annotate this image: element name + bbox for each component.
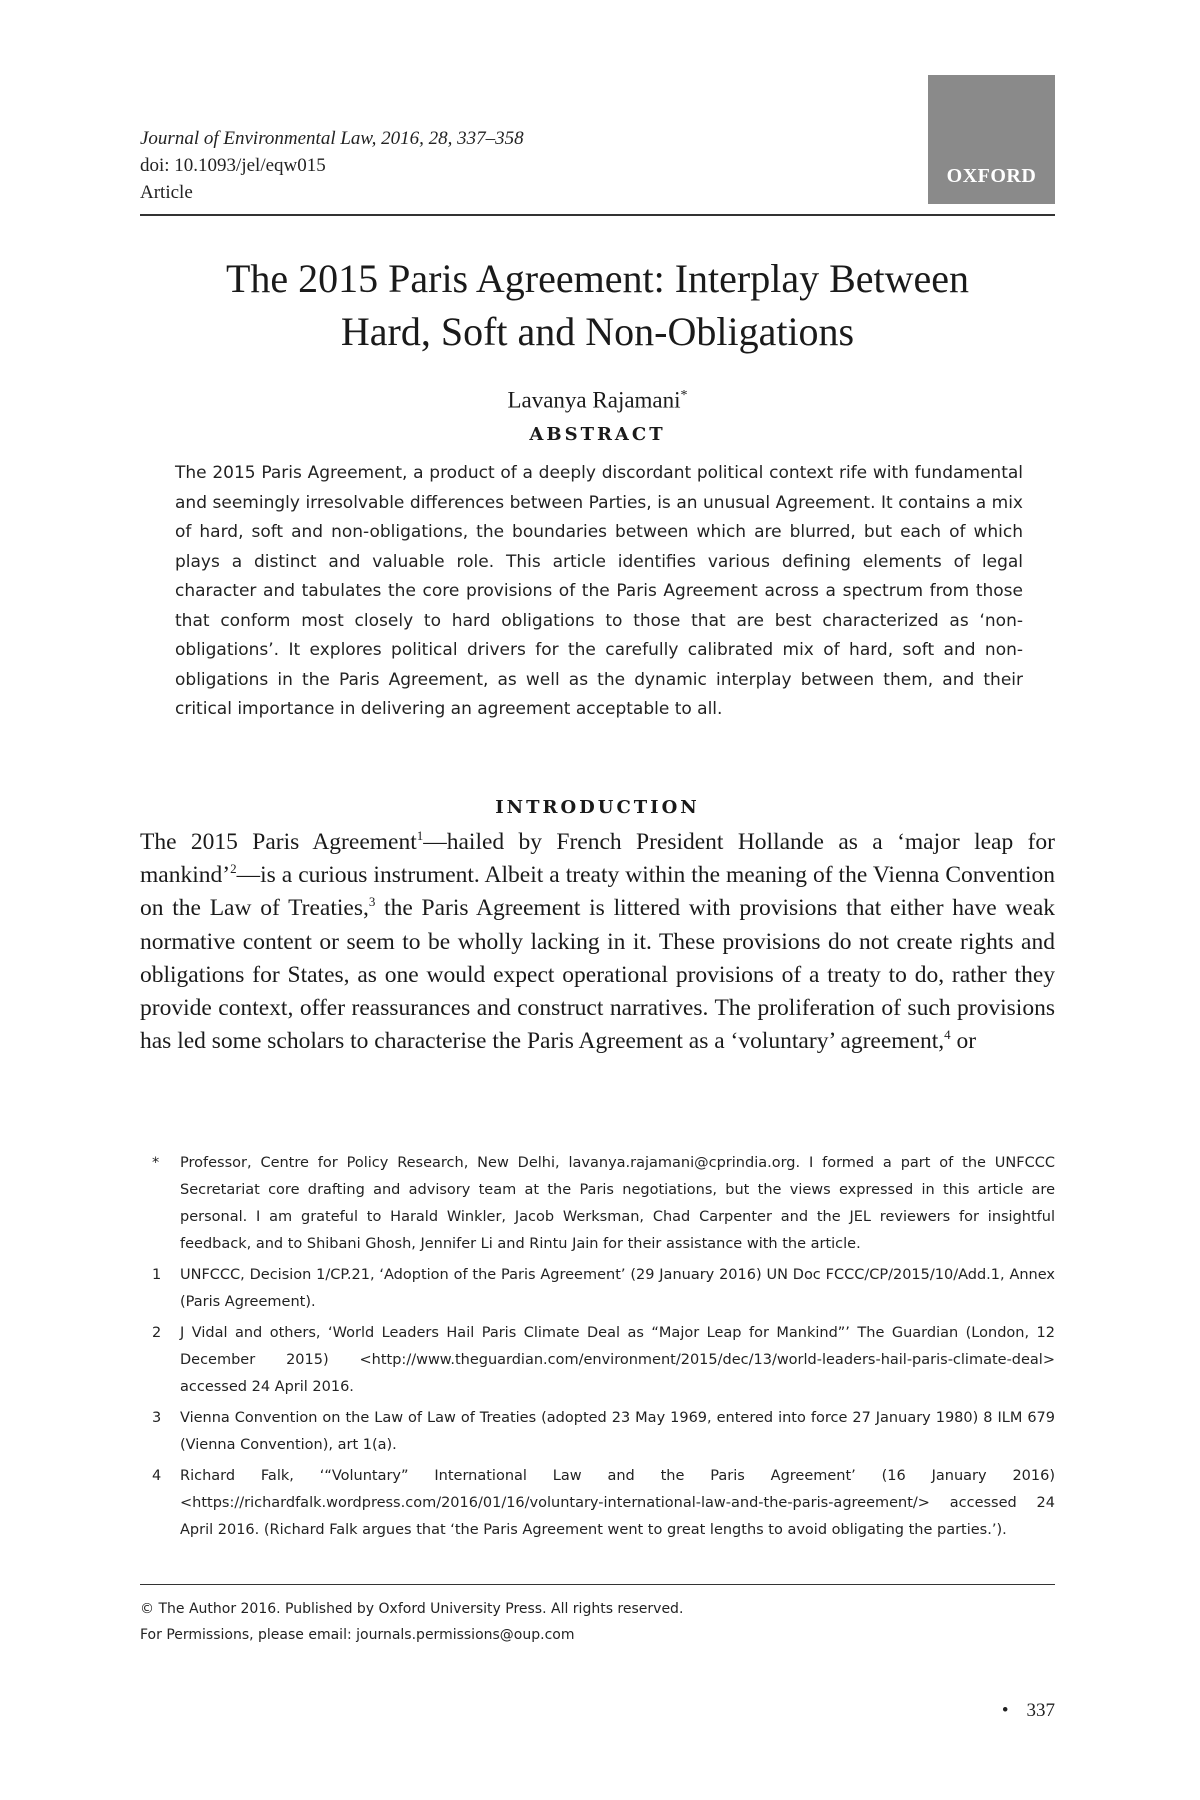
- footnote-mark: 1: [152, 1267, 162, 1283]
- journal-header: [140, 125, 920, 206]
- footnote-text: J Vidal and others, ‘World Leaders Hail Paris Climate Deal as “Major Leap for Mankind”’ The Guardian (London, 12 December 2015) <http://www.theguardian.com/environment/2015/dec/13/world-leaders-hail-paris-climate-deal> accessed 24 April 2016.: [180, 1325, 1055, 1395]
- title-line-1: The 2015 Paris Agreement: Interplay Between: [225, 256, 970, 301]
- author: [140, 381, 1055, 416]
- footnote-text: Vienna Convention on the Law of Law of Treaties (adopted 23 May 1969, entered into force 27 January 1980) 8 ILM 679 (Vienna Convention), art 1(a).: [180, 1410, 1055, 1453]
- footnote: [140, 1262, 1055, 1316]
- footnote-text: Richard Falk, ‘“Voluntary” International Law and the Paris Agreement’ (16 January 2016) <https://richardfalk.wordpress.com/2016/01/16/voluntary-international-law-and-the-paris-agreement/> accessed 24 April 2016. (Richard Falk argues that ‘the Paris Agreement went to great lengths to avoid obligating the parties.’).: [180, 1468, 1055, 1538]
- abstract-text: The 2015 Paris Agreement, a product of a deeply discordant political context rife with fundamental and seemingly irresolvable differences between Parties, is an unusual Agreement. It contains a mix of hard, soft and non-obligations, the boundaries between which are blurred, but each of which plays a distinct and valuable role. This article identifies various defining elements of legal character and tabulates the core provisions of the Paris Agreement across a spectrum from those that conform most closely to hard obligations to those that are best characterized as ‘non-obligations’. It explores political drivers for the carefully calibrated mix of hard, soft and non-obligations in the Paris Agreement, as well as the dynamic interplay between them, and their critical importance in delivering an agreement acceptable to all.: [175, 463, 1023, 719]
- footnote-mark: *: [152, 1155, 160, 1171]
- oxford-logo: [928, 75, 1055, 204]
- page-number: [1002, 1700, 1055, 1722]
- footnote: [140, 1463, 1055, 1544]
- bullet-icon: •: [1001, 1700, 1009, 1721]
- intro-text-segment: The 2015 Paris Agreement: [140, 829, 417, 855]
- header-divider: [140, 214, 1055, 216]
- footnote: [140, 1150, 1055, 1258]
- footnotes: [140, 1150, 1055, 1548]
- footnote: [140, 1320, 1055, 1401]
- oxford-logo-text: OXFORD: [946, 165, 1037, 187]
- doi: doi: 10.1093/jel/eqw015: [140, 155, 326, 176]
- intro-text-segment: —is a curious instrument. Albeit a treaty within the meaning of the Vienna Convention on the Law of Treaties,: [140, 862, 1055, 922]
- introduction-paragraph: [140, 826, 1055, 1058]
- title-line-2: Hard, Soft and Non-Obligations: [340, 309, 855, 354]
- footnote-ref: 2: [230, 861, 237, 877]
- author-footnote-mark: *: [680, 388, 688, 403]
- footnote-mark: 2: [152, 1325, 162, 1341]
- footnote-ref: 3: [368, 894, 376, 910]
- footnote: [140, 1405, 1055, 1459]
- introduction-heading: INTRODUCTION: [495, 797, 700, 818]
- page-number-value: 337: [1026, 1700, 1055, 1721]
- intro-text-segment: —hailed by French President Hollande as a ‘major leap for mankind’: [140, 829, 1055, 889]
- copyright-notice: [140, 1596, 1055, 1648]
- footnote-mark: 3: [152, 1410, 162, 1426]
- footnote-ref: 1: [416, 828, 424, 844]
- abstract-heading: ABSTRACT: [529, 424, 666, 445]
- intro-text-segment: the Paris Agreement is littered with provisions that either have weak normative content or seem to be wholly lacking in it. These provisions do not create rights and obligations for States, as one would expect operational provisions of a treaty to do, rather they provide context, offer reassurances and construct narratives. The proliferation of such provisions has led some scholars to characterise the Paris Agreement as a ‘voluntary’ agreement,: [140, 895, 1055, 1055]
- author-name: Lavanya Rajamani: [507, 387, 681, 413]
- copyright-line: © The Author 2016. Published by Oxford University Press. All rights reserved.: [140, 1601, 684, 1617]
- footnote-mark: 4: [152, 1468, 162, 1484]
- article-type: Article: [140, 182, 193, 203]
- intro-text-segment: or: [950, 1028, 977, 1055]
- permissions-line: For Permissions, please email: journals.permissions@oup.com: [140, 1627, 575, 1643]
- article-title: [140, 252, 1055, 358]
- journal-citation: Journal of Environmental Law, 2016, 28, 337–358: [140, 128, 524, 149]
- footnote-text: Professor, Centre for Policy Research, New Delhi, lavanya.rajamani@cprindia.org. I formed a part of the UNFCCC Secretariat core drafting and advisory team at the Paris negotiations, but the views expressed in this article are personal. I am grateful to Harald Winkler, Jacob Werksman, Chad Carpenter and the JEL reviewers for insightful feedback, and to Shibani Ghosh, Jennifer Li and Rintu Jain for their assistance with the article.: [180, 1155, 1055, 1252]
- footer-divider: [140, 1584, 1055, 1585]
- footnote-ref: 4: [944, 1027, 951, 1043]
- footnote-text: UNFCCC, Decision 1/CP.21, ‘Adoption of the Paris Agreement’ (29 January 2016) UN Doc FCCC/CP/2015/10/Add.1, Annex (Paris Agreement).: [180, 1267, 1055, 1310]
